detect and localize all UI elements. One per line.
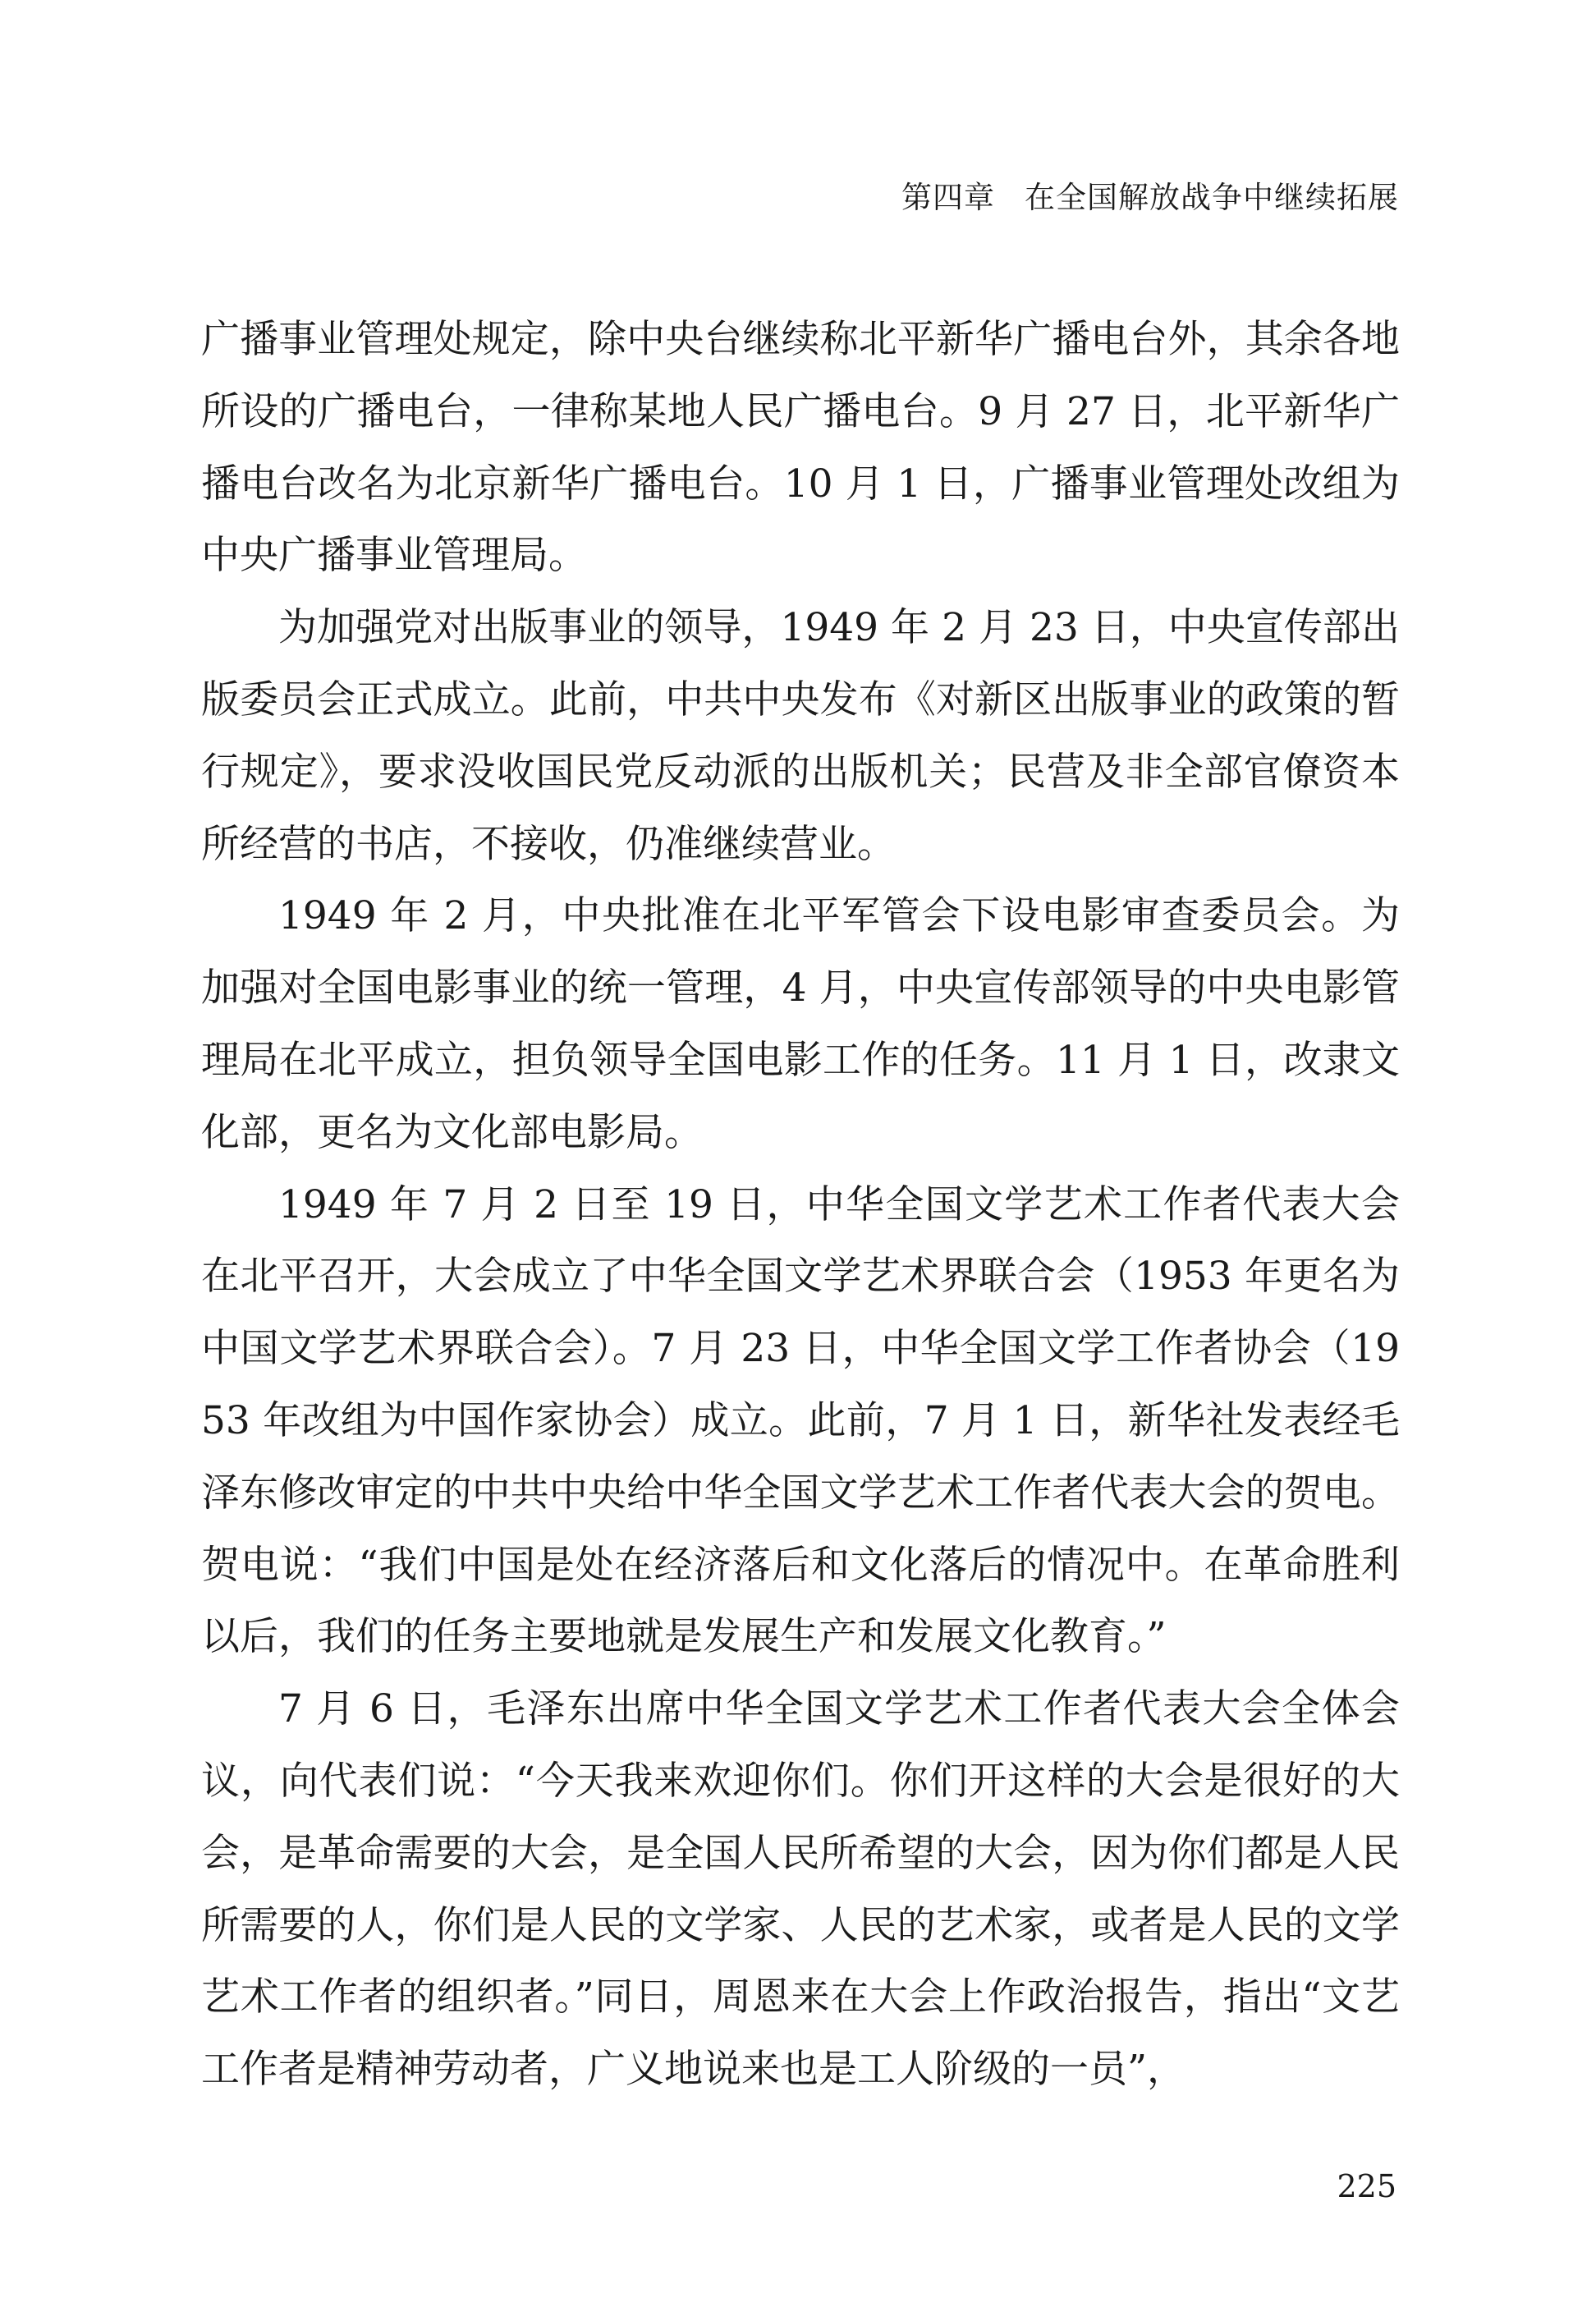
paragraph: 7 月 6 日，毛泽东出席中华全国文学艺术工作者代表大会全体会议，向代表们说：“今天我来欢迎你们。你们开这样的大会是很好的大会，是革命需要的大会，是全国人民所希望的大会，因为你们都是人民所需要的人，你们是人民的文学家、人民的艺术家，或者是人民的文学艺术工作者的组织者。”同日，周恩来在大会上作政治报告，指出“文艺工作者是精神劳动者，广义地说来也是工人阶级的一员”， bbox=[201, 1686, 1400, 2093]
page-number: 225 bbox=[1337, 2168, 1396, 2204]
paragraph: 1949 年 7 月 2 日至 19 日，中华全国文学艺术工作者代表大会在北平召开，大会成立了中华全国文学艺术界联合会（1953 年更名为中国文学艺术界联合会）。7 月 23 日，中华全国文学工作者协会（1953 年改组为中国作家协会）成立。此前，7 月 1 日，新华社发表经毛泽东修改审定的中共中央给中华全国文学艺术工作者代表大会的贺电。贺电说：“我们中国是处在经济落后和文化落后的情况中。在革命胜利以后，我们的任务主要地就是发展生产和发展文化教育。” bbox=[201, 1181, 1400, 1660]
paragraph: 1949 年 2 月，中央批准在北平军管会下设电影审查委员会。为加强对全国电影事业的统一管理，4 月，中央宣传部领导的中央电影管理局在北平成立，担负领导全国电影工作的任务。11 月 1 日，改隶文化部，更名为文化部电影局。 bbox=[201, 893, 1400, 1155]
paragraph-continued: 广播事业管理处规定，除中央台继续称北平新华广播电台外，其余各地所设的广播电台，一律称某地人民广播电台。9 月 27 日，北平新华广播电台改名为北京新华广播电台。10 月 1 日，广播事业管理处改组为中央广播事业管理局。 bbox=[201, 317, 1400, 579]
body-text bbox=[201, 304, 1400, 2106]
chapter-number: 第四章 bbox=[901, 180, 995, 215]
running-header bbox=[901, 182, 1399, 213]
paragraph: 为加强党对出版事业的领导，1949 年 2 月 23 日，中央宣传部出版委员会正式成立。此前，中共中央发布《对新区出版事业的政策的暂行规定》，要求没收国民党反动派的出版机关；民营及非全部官僚资本所经营的书店，不接收，仍准继续营业。 bbox=[201, 605, 1400, 867]
chapter-title: 在全国解放战争中继续拓展 bbox=[1025, 180, 1399, 215]
